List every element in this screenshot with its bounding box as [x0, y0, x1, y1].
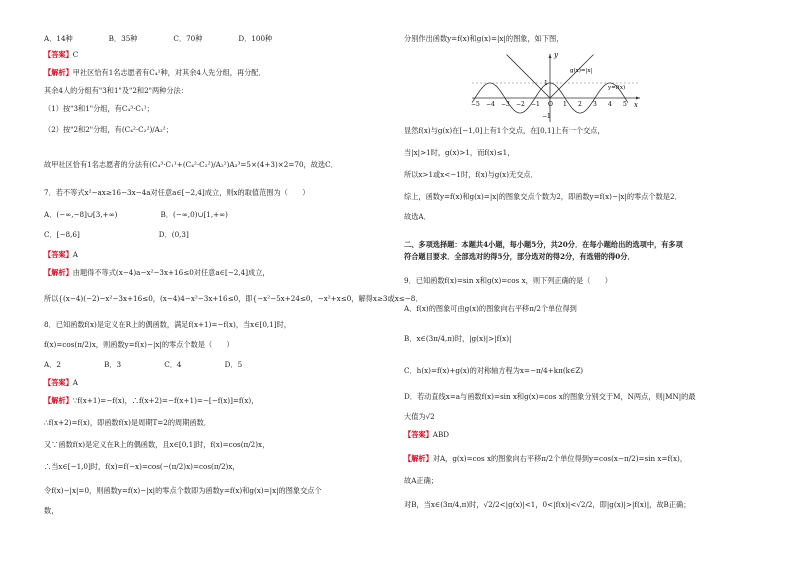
right-line — [404, 304, 577, 313]
line-text: A．(−∞,−8]∪[3,+∞) B．(−∞,0)∪[1,+∞) — [44, 210, 228, 219]
line-text: 又∵函数f(x)是定义在R上的偶函数，且x∈[0,1]时，f(x)=cos(π/2)x， — [44, 440, 270, 449]
answer-tag: 【答案】 — [44, 250, 73, 259]
left-line — [44, 34, 272, 43]
right-line — [404, 170, 538, 179]
x-tick-label: 5 — [623, 101, 627, 108]
line-text: 故A正确； — [404, 476, 438, 485]
right-line — [404, 212, 431, 221]
y1-label: 1 — [544, 80, 548, 87]
answer-tag: 【答案】 — [44, 50, 73, 59]
right-line — [404, 126, 605, 135]
line-text: 其余4人的分组有"3和1"及"2和2"两种分法： — [44, 86, 188, 95]
line-text: f(x)=cos(π/2)x，则函数y=f(x)−|x|的零点个数是（ ） — [44, 340, 234, 349]
line-text: C — [72, 50, 79, 59]
left-line — [44, 68, 266, 77]
right-line — [404, 500, 690, 509]
left-line — [44, 50, 78, 59]
line-text: 数， — [44, 506, 59, 515]
line-text: C．[−8,6] D．(0,3] — [44, 230, 189, 239]
answer-tag: 【解析】 — [404, 454, 433, 463]
line-text: ABD — [432, 430, 450, 439]
right-line — [404, 412, 435, 421]
left-line — [44, 125, 173, 134]
right-line — [404, 240, 683, 249]
left-line — [44, 506, 58, 515]
answer-tag: 【解析】 — [44, 396, 73, 405]
left-line — [44, 378, 78, 387]
line-text: 故甲社区恰有1名志愿者的分法有(C₄³·C₁¹+(C₄²·C₂²)/A₂²)A₃³=5×(4+3)×2=70，故选C． — [44, 160, 338, 169]
line-text: C．h(x)=f(x)+g(x)的对称轴方程为x=−π/4+kπ(k∈Z) — [404, 366, 584, 375]
x-tick-label: 4 — [608, 101, 612, 108]
line-text: 9．已知函数f(x)=sin x和g(x)=cos x，则下列正确的是（ ） — [404, 276, 612, 285]
x-tick-label: −3 — [501, 101, 510, 108]
answer-tag: 【答案】 — [404, 430, 433, 439]
line-text: ∴f(x+2)=f(x)，即函数f(x)是周期T=2的周期函数． — [44, 418, 211, 427]
line-text: 8．已知函数f(x)是定义在R上的偶函数，满足f(x+1)=−f(x)，当x∈[0,1]时， — [44, 320, 291, 329]
x-tick-label: −5 — [471, 101, 480, 108]
line-text: 7．若不等式x²−ax≥16−3x−4a对任意a∈[−2,4]成立，则x的取值范围为（ ） — [44, 188, 310, 197]
line-text: （2）按"2和2"分组，有(C₄²·C₂²)/A₂²； — [44, 125, 173, 134]
left-line — [44, 360, 242, 369]
right-line — [404, 392, 696, 401]
line-text: 当|x|>1时，g(x)>1，而f(x)≤1， — [404, 148, 515, 157]
line-text: A．14种 B．35种 C．70种 D．100种 — [44, 34, 273, 43]
line-text: 对A，g(x)=cos x的图象向右平移π/2个单位得到y=cos(x−π/2)=sin x=f(x)， — [432, 454, 688, 463]
left-line — [44, 340, 234, 349]
line-text: A．2 B．3 C．4 D．5 — [44, 360, 243, 369]
right-line — [404, 454, 687, 463]
right-line — [404, 334, 511, 343]
left-line — [44, 268, 270, 277]
left-line — [44, 486, 322, 495]
line-text: 大值为√2 — [404, 412, 435, 421]
line-text: D．若动直线x=a与函数f(x)=sin x和g(x)=cos x的图象分别交于M，N两点，则|MN|的最 — [404, 392, 696, 401]
line-text: B．x∈(3π/4,π)时，|g(x)|>|f(x)| — [404, 334, 512, 343]
x-tick-label: 2 — [578, 101, 582, 108]
left-line — [44, 250, 78, 259]
left-line — [44, 210, 228, 219]
ym1-label: −1 — [542, 113, 551, 120]
line-text: 所以{(x−4)(−2)−x²−3x+16≤0，(x−4)4−x²−3x+16≤0，即{−x²−5x+24≤0，−x²+x≤0，解得x≥3或x≤−8． — [44, 294, 423, 303]
answer-tag: 【解析】 — [44, 68, 73, 77]
right-line — [404, 148, 514, 157]
x-tick-label: −4 — [486, 101, 495, 108]
f-label: y=f(x) — [608, 85, 626, 91]
x-tick-label: −2 — [516, 101, 525, 108]
left-line — [44, 104, 154, 113]
line-text: ∴当x∈[−1,0]时，f(x)=f(−x)=cos(−(π/2)x)=cos(π/2)x， — [44, 462, 240, 471]
x-tick-label: 1 — [563, 101, 567, 108]
line-text: 显然f(x)与g(x)在[−1,0]上有1个交点，在[0,1]上有一个交点， — [404, 126, 605, 135]
line-text: A．f(x)的图象可由g(x)的图象向右平移π/2个单位得到 — [404, 304, 577, 313]
left-line — [44, 440, 269, 449]
line-text: 综上，函数y=f(x)和g(x)=|x|的图象交点个数为2，即函数y=f(x)−|x|的零点个数是2． — [404, 192, 682, 201]
line-text: ∵f(x+1)=−f(x)，∴f(x+2)=−f(x+1)=−[−f(x)]=f(x)， — [72, 396, 259, 405]
x-axis-label: x — [634, 101, 638, 109]
g-label: g(x)=|x| — [570, 68, 593, 74]
line-text: 分别作出函数y=f(x)和g(x)=|x|的图象，如下图， — [404, 34, 564, 43]
left-line — [44, 418, 211, 427]
y-axis-label: y — [554, 52, 558, 59]
right-line — [404, 476, 438, 485]
line-text: 故选A． — [404, 212, 431, 221]
left-line — [44, 462, 240, 471]
right-line — [404, 276, 612, 285]
y-axis-arrow — [549, 54, 552, 58]
line-text: 令f(x)−|x|=0，则函数y=f(x)−|x|的零点个数即为函数y=f(x)和g(x)=|x|的图象交点个 — [44, 486, 322, 495]
line-text: A — [72, 250, 78, 259]
line-text: 符合题目要求．全部选对的得5分，部分选对的得2分，有选错的得0分． — [404, 252, 635, 261]
x-axis-arrow — [636, 97, 640, 100]
answer-tag: 【解析】 — [44, 268, 73, 277]
x-tick-label: O — [548, 101, 553, 108]
left-line — [44, 86, 188, 95]
left-line — [44, 188, 309, 197]
line-text: 所以x>1或x<−1时，f(x)与g(x)无交点． — [404, 170, 538, 179]
x-tick-label: 3 — [593, 101, 597, 108]
x-tick-label: −1 — [531, 101, 540, 108]
left-line — [44, 160, 338, 169]
line-text: 二、多项选择题：本题共4小题，每小题5分，共20分．在每小题给出的选项中，有多项 — [404, 240, 683, 249]
line-text: （1）按"3和1"分组，有C₄³·C₁¹； — [44, 104, 154, 113]
line-text: 对B，当x∈(3π/4,π)时，√2/2<|g(x)|<1，0<|f(x)|<√2/2，即|g(x)|>|f(x)|，故B正确； — [404, 500, 691, 509]
line-text: A — [72, 378, 78, 387]
right-line — [404, 192, 682, 201]
x-tick-labels — [471, 101, 627, 108]
left-line — [44, 320, 291, 329]
left-line — [44, 230, 189, 239]
answer-tag: 【答案】 — [44, 378, 73, 387]
line-text: 甲社区恰有1名志愿者有C₄¹种，对其余4人先分组，再分配． — [72, 68, 266, 77]
right-line — [404, 430, 449, 439]
left-line — [44, 294, 423, 303]
right-line — [404, 252, 635, 261]
left-line — [44, 396, 258, 405]
line-text: 由题得不等式(x−4)a−x²−3x+16≤0对任意a∈[−2,4]成立， — [72, 268, 270, 277]
right-line — [404, 366, 583, 375]
right-line — [404, 34, 563, 43]
function-graph — [470, 52, 642, 124]
